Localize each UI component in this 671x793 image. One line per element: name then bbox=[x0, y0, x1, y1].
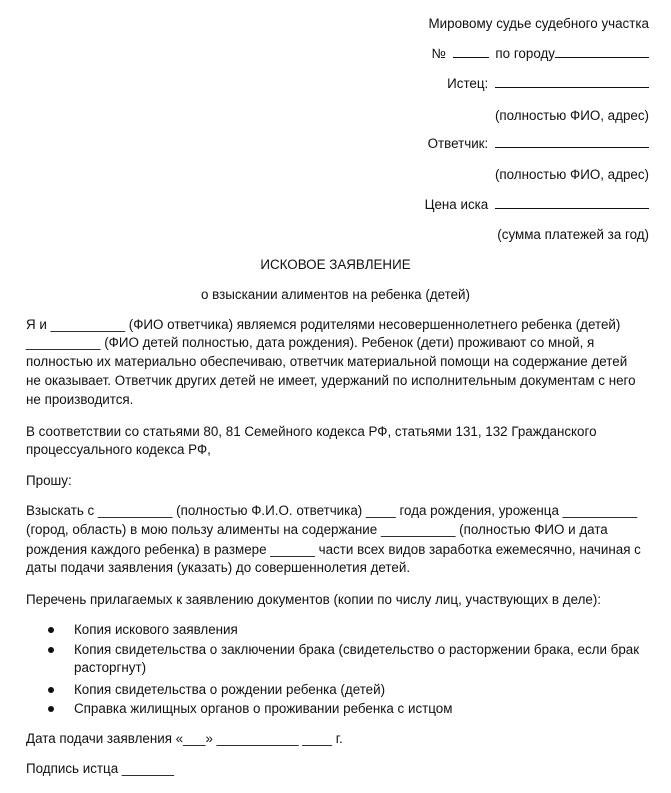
plaintiff-label: Истец: bbox=[447, 76, 489, 91]
paragraph-1-line-4: не оказывает. Ответчик других детей не имеет, удержаний по исполнительным документам с него bbox=[26, 373, 636, 388]
signature-line: Подпись истца _______ bbox=[26, 761, 174, 776]
document-subtitle: о взыскании алиментов на ребенка (детей) bbox=[201, 287, 470, 302]
defendant-label: Ответчик: bbox=[427, 136, 489, 151]
plaintiff-line bbox=[447, 75, 649, 93]
price-label: Цена иска bbox=[424, 197, 489, 212]
defendant-blank bbox=[495, 135, 649, 148]
request-heading: Прошу: bbox=[26, 473, 72, 488]
bullet-icon bbox=[48, 687, 54, 693]
paragraph-3-line-3: рождения каждого ребенка) в размере ______ части всех видов заработка ежемесячно, начиная с bbox=[26, 542, 641, 557]
paragraph-3-line-2: (город, область) в мою пользу алименты на содержание __________ (полностью ФИО и дата bbox=[26, 522, 608, 537]
paragraph-1-line-2: __________ (ФИО детей полностью, дата рождения). Ребенок (дети) проживают со мной, я bbox=[26, 335, 595, 350]
price-blank bbox=[495, 196, 649, 209]
defendant-hint: (полностью ФИО, адрес) bbox=[494, 167, 649, 182]
plaintiff-hint: (полностью ФИО, адрес) bbox=[494, 108, 649, 123]
bullet-icon bbox=[48, 627, 54, 633]
paragraph-3-line-4: даты подачи заявления (указать) до совершеннолетия детей. bbox=[26, 560, 411, 575]
bullet-icon bbox=[48, 706, 54, 712]
paragraph-1-line-5: не производится. bbox=[26, 392, 134, 407]
bullet-icon bbox=[48, 647, 54, 653]
paragraph-2-line-1: В соответствии со статьями 80, 81 Семейного кодекса РФ, статьями 131, 132 Гражданского bbox=[26, 424, 597, 439]
paragraph-1-line-3: полностью их материально обеспечиваю, ответчик материальной помощи на содержание детей bbox=[26, 354, 628, 369]
court-city-label: по городу bbox=[495, 46, 555, 61]
filing-date-line: Дата подачи заявления «___» ___________ ____ г. bbox=[26, 731, 343, 746]
paragraph-3-line-1: Взыскать с __________ (полностью Ф.И.О. ответчика) ____ года рождения, уроженца __________ bbox=[26, 503, 638, 518]
attachments-intro: Перечень прилагаемых к заявлению документов (копии по числу лиц, участвующих в деле): bbox=[26, 592, 602, 607]
paragraph-2-line-2: процессуального кодекса РФ, bbox=[26, 442, 211, 457]
court-number-blank bbox=[453, 45, 489, 58]
addressee-line: Мировому судье судебного участка bbox=[428, 16, 649, 31]
price-hint: (сумма платежей за год) bbox=[497, 227, 649, 242]
price-line bbox=[425, 196, 649, 214]
paragraph-1-line-1: Я и __________ (ФИО ответчика) являемся родителями несовершеннолетнего ребенка (детей) bbox=[26, 317, 621, 332]
court-city-blank bbox=[555, 45, 649, 58]
court-number-line bbox=[432, 45, 649, 63]
document-page: Мировому судье судебного участка № по городу Истец: (полностью ФИО, адрес) Ответчик: (полностью ФИО, адрес) Цена иска (сумма платежей за год) ИСКОВОЕ ЗАЯВЛЕНИЕ о взыскании алиментов на ребенка (детей) Я и __________ (ФИО ответчика) являемся родителями несовершеннолетнего ребенка (детей) __________ (ФИО детей полностью, дата рождения). Ребенок (дети) проживают со мной, я полностью их материально обеспечиваю, ответчик материальной помощи на содержание детей не оказывает. Ответчик других детей не имеет, удержаний по исполнительным документам с него не производится. В соответствии со статьями 80, 81 Семейного кодекса РФ, статьями 131, 132 Гражданского процессуального кодекса РФ, Прошу: Взыскать с __________ (полностью Ф.И.О. ответчика) ____ года рождения, уроженца __________ (город, область) в мою пользу алименты на содержание __________ (полностью ФИО и дата рождения каждого ребенка) в размере ______ части всех видов заработка ежемесячно, начиная с даты подачи заявления (указать) до совершеннолетия детей. Перечень прилагаемых к заявлению документов (копии по числу лиц, участвующих в деле): Копия искового заявления Копия свидетельства о заключении брака (свидетельство о расторжении брака, если брак расторгнут) Копия свидетельства о рождении ребенка (детей) Справка жилищных органов о проживании ребенка с истцом Дата подачи заявления «___» ___________ ____ г. Подпись истца _______ bbox=[0, 0, 671, 793]
court-number-prefix: № bbox=[431, 46, 446, 61]
document-title: ИСКОВОЕ ЗАЯВЛЕНИЕ bbox=[260, 257, 411, 272]
defendant-line bbox=[428, 135, 649, 153]
plaintiff-blank bbox=[495, 75, 649, 88]
